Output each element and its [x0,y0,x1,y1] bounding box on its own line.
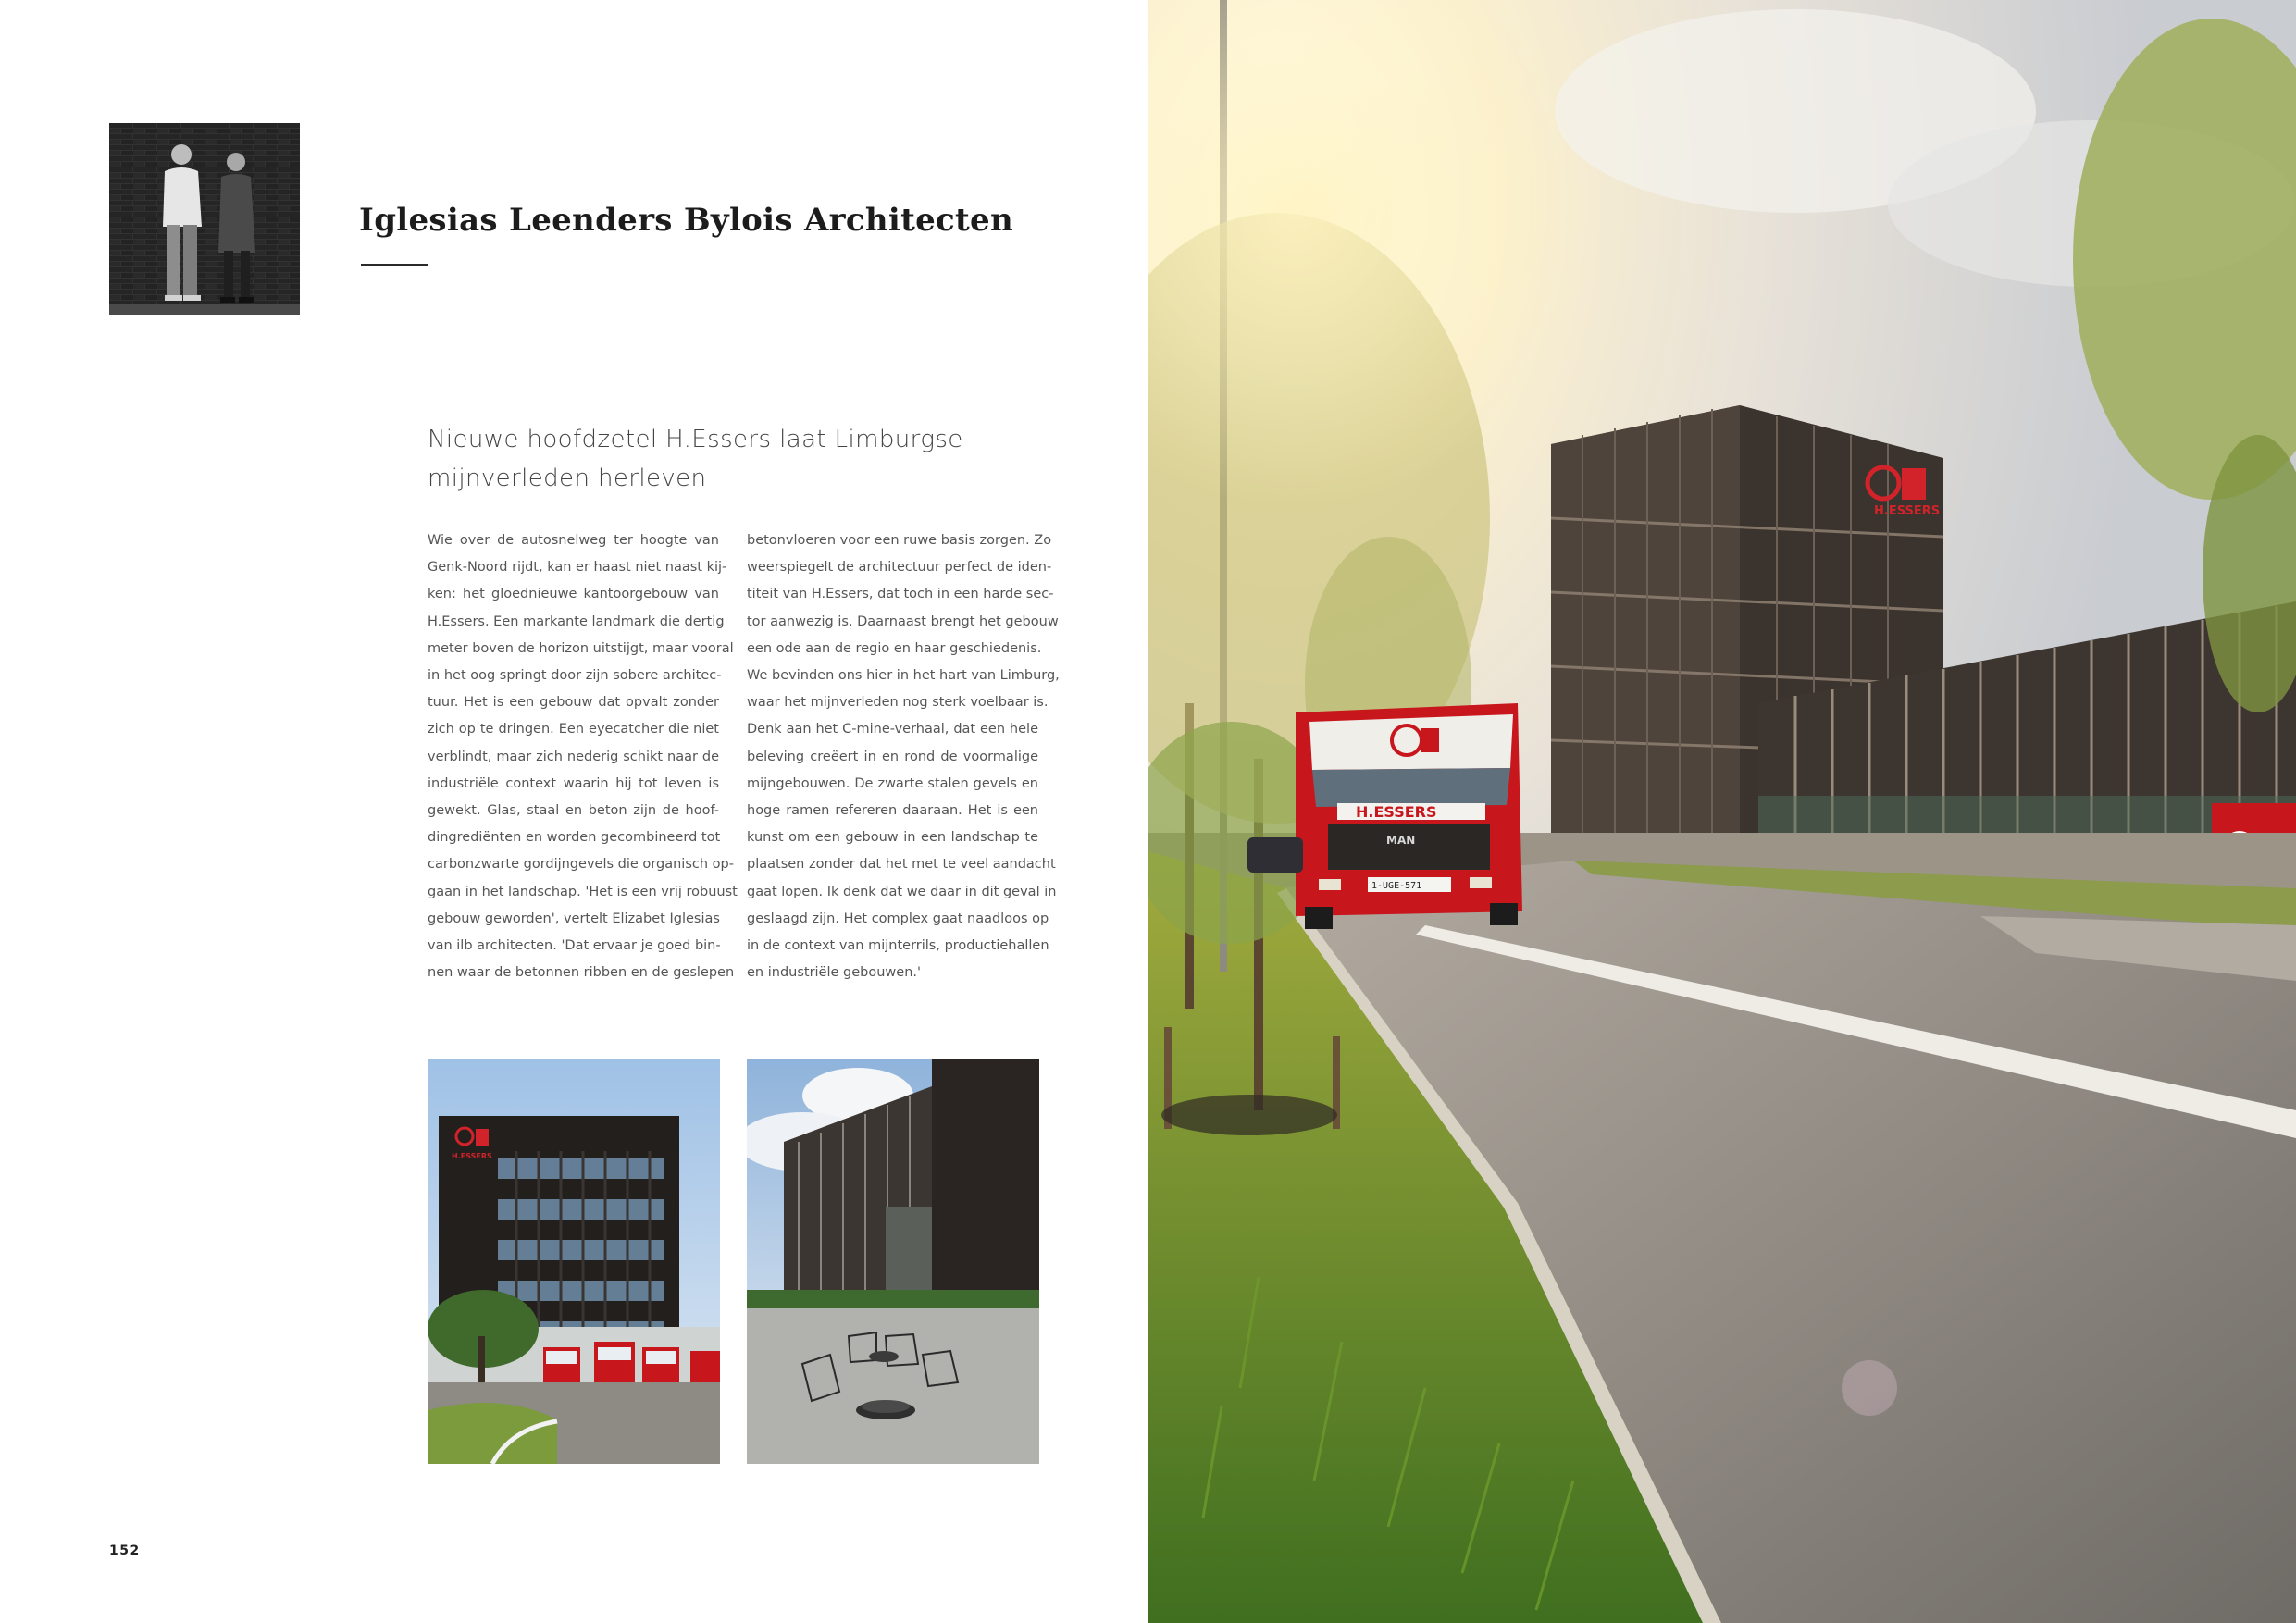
body-line: Wie over de autosnelweg ter hoogte van [428,533,719,548]
body-column-right [747,527,1060,986]
body-line: plaatsen zonder dat het met te veel aandacht [747,857,1056,873]
body-line: verblindt, maar zich nederig schikt naar de [428,749,719,764]
body-line: betonvloeren voor een ruwe basis zorgen. Zo [747,533,1052,548]
article-title: Iglesias Leenders Bylois Architecten [359,202,1013,239]
courtyard-photo [747,1059,1039,1464]
body-column-left [428,527,738,986]
truck-make-text: MAN [1386,834,1416,847]
truck-illustration [1296,703,1522,929]
truck-plate-text: 1-UGE-571 [1371,881,1422,891]
truck-brand-text: H.ESSERS [1356,803,1437,821]
body-line: We bevinden ons hier in het hart van Limburg, [747,668,1060,684]
body-line: en industriële gebouwen.' [747,965,921,981]
body-line: zich op te dringen. Een eyecatcher die niet [428,722,719,737]
body-line: mijngebouwen. De zwarte stalen gevels en [747,775,1038,791]
body-line: in de context van mijnterrils, productiehallen [747,938,1049,954]
body-line: gaat lopen. Ik denk dat we daar in dit geval in [747,884,1057,899]
body-line: gaan in het landschap. 'Het is een vrij robuust [428,884,738,899]
architects-portrait-photo [109,123,300,315]
body-line: carbonzwarte gordijngevels die organisch op- [428,857,734,873]
body-line: gebouw geworden', vertelt Elizabet Iglesias [428,911,720,926]
hero-building-logo-text: H.ESSERS [1874,504,1941,518]
body-line: kunst om een gebouw in een landschap te [747,830,1038,846]
body-line: dingrediënten en worden gecombineerd tot [428,830,721,846]
body-line: H.Essers. Een markante landmark die dertig [428,613,725,629]
title-underline [361,264,428,266]
body-line: meter boven de horizon uitstijgt, maar vooral [428,640,734,656]
body-line: tuur. Het is een gebouw dat opvalt zonder [428,695,719,711]
body-line: van ilb architecten. 'Dat ervaar je goed bin- [428,938,721,954]
body-line: geslaagd zijn. Het complex gaat naadloos op [747,911,1049,926]
body-line: Genk-Noord rijdt, kan er haast niet naast kij- [428,560,727,576]
body-line: een ode aan de regio en haar geschiedenis. [747,640,1042,656]
body-line: industriële context waarin hij tot leven is [428,775,719,791]
body-line: tor aanwezig is. Daarnaast brengt het gebouw [747,613,1059,629]
body-line: ken: het gloednieuwe kantoorgebouw van [428,587,719,602]
building-logo-text: H.ESSERS [452,1152,492,1160]
tower-facade-photo [428,1059,720,1464]
body-line: hoge ramen refereren daaraan. Het is een [747,803,1038,819]
body-line: gewekt. Glas, staal en beton zijn de hoof- [428,803,719,819]
hero-truck-headquarters-photo [1148,0,2296,1623]
page-number: 152 [109,1543,141,1558]
body-line: titeit van H.Essers, dat toch in een harde sec- [747,587,1054,602]
body-line: in het oog springt door zijn sobere architec- [428,668,722,684]
body-line: weerspiegelt de architectuur perfect de iden- [747,560,1052,576]
body-line: Denk aan het C-mine-verhaal, dat een hele [747,722,1038,737]
article-subtitle [428,420,1020,498]
subtitle-line: Nieuwe hoofdzetel H.Essers laat Limburgse [428,426,963,453]
body-line: waar het mijnverleden nog sterk voelbaar is. [747,695,1049,711]
body-line: nen waar de betonnen ribben en de geslepen [428,965,735,981]
body-line: beleving creëert in en rond de voormalige [747,749,1038,764]
subtitle-line: mijnverleden herleven [428,465,707,492]
